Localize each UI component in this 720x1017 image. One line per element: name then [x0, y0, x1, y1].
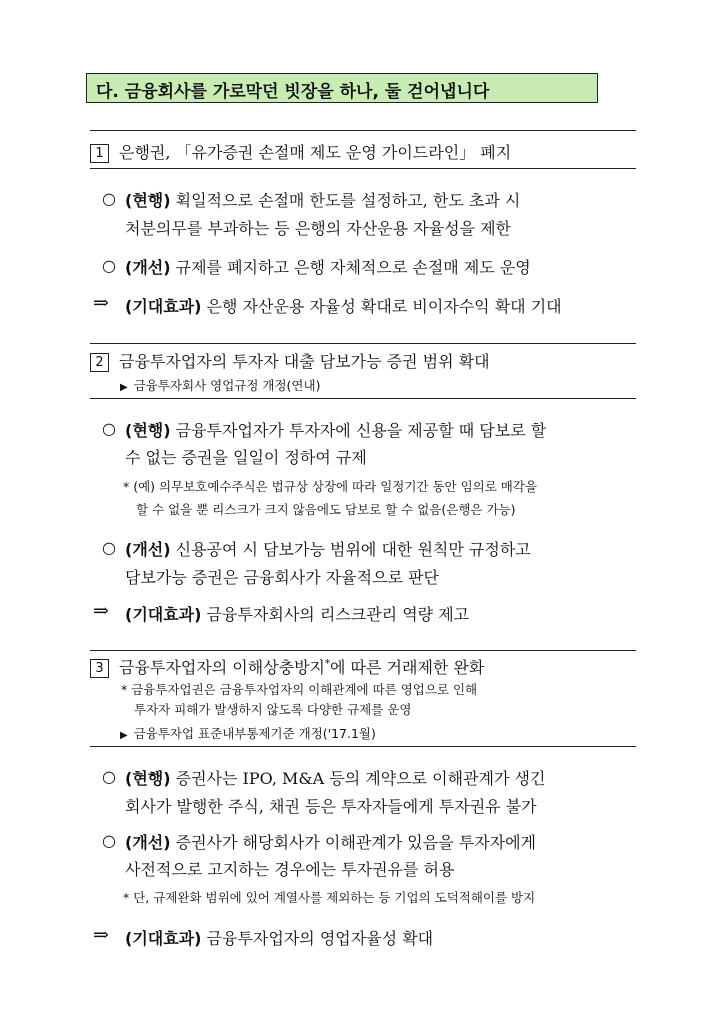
current-line: (현행) 금융투자업자가 투자자에 신용을 제공할 때 담보로 할 — [125, 421, 547, 440]
arrow-icon: ⇒ — [93, 924, 109, 946]
current-line: 회사가 발행한 주식, 채권 등은 투자자들에게 투자권유 불가 — [125, 797, 537, 816]
footnote: * 금융투자업권은 금융투자업자의 이해관계에 따른 영업으로 인해 — [121, 682, 478, 697]
improvement-line: (개선) 신용공여 시 담보가능 범위에 대한 원칙만 규정하고 — [125, 540, 531, 559]
current-line: (현행) 증권사는 IPO, M&A 등의 계약으로 이해관계가 생긴 — [125, 769, 546, 788]
divider — [90, 746, 636, 747]
current-line: 수 없는 증권을 일일이 정하여 규제 — [125, 448, 367, 467]
sub-note: ▶ 금융투자회사 영업규정 개정(연내) — [120, 378, 321, 393]
section-number-box: 2 — [90, 353, 109, 372]
section-number-box: 1 — [90, 144, 109, 163]
bullet-icon: ○ — [102, 831, 116, 850]
section-number-box: 3 — [90, 659, 109, 678]
divider — [90, 650, 636, 651]
triangle-icon: ▶ — [120, 730, 128, 741]
section-3-heading: 3 금융투자업자의 이해상충방지*에 따른 거래제한 완화 — [90, 655, 484, 678]
current-line: 처분의무를 부과하는 등 은행의 자산운용 자율성을 제한 — [125, 219, 512, 238]
improvement-line: 담보가능 증권은 금융회사가 자율적으로 판단 — [125, 568, 440, 587]
footnote: 투자자 피해가 발생하지 않도록 다양한 규제를 운영 — [134, 702, 412, 717]
effect-line: (기대효과) 은행 자산운용 자율성 확대로 비이자수익 확대 기대 — [125, 297, 562, 316]
section-2-heading — [90, 349, 490, 372]
bullet-icon: ○ — [102, 189, 116, 208]
bullet-icon: ○ — [102, 538, 116, 557]
heading-text: 금융투자업자의 투자자 대출 담보가능 증권 범위 확대 — [119, 352, 490, 371]
section-title: 다. 금융회사를 가로막던 빗장을 하나, 둘 걷어냅니다 — [96, 82, 490, 102]
improvement-line: (개선) 증권사가 해당회사가 이해관계가 있음을 투자자에게 — [125, 833, 537, 852]
arrow-icon: ⇒ — [93, 292, 109, 314]
divider — [90, 130, 636, 131]
divider — [90, 343, 636, 344]
improvement-line: 사전적으로 고지하는 경우에는 투자권유를 허용 — [125, 860, 455, 879]
sub-note: ▶ 금융투자업 표준내부통제기준 개정('17.1월) — [120, 726, 376, 741]
footnote: 할 수 없을 뿐 리스크가 크지 않음에도 담보로 할 수 없음(은행은 가능) — [136, 502, 516, 517]
triangle-icon: ▶ — [120, 382, 128, 393]
bullet-icon: ○ — [102, 767, 116, 786]
heading-text: 은행권, 「유가증권 손절매 제도 운영 가이드라인」 폐지 — [119, 143, 512, 162]
effect-line: (기대효과) 금융투자업자의 영업자율성 확대 — [125, 929, 434, 948]
bullet-icon: ○ — [102, 419, 116, 438]
arrow-icon: ⇒ — [93, 600, 109, 622]
footnote: * (예) 의무보호예수주식은 법규상 상장에 따라 일정기간 동안 임의로 매각을 — [123, 479, 538, 494]
footnote: * 단, 규제완화 범위에 있어 계열사를 제외하는 등 기업의 도덕적해이를 방지 — [123, 890, 536, 905]
current-line: (현행) 획일적으로 손절매 한도를 설정하고, 한도 초과 시 — [125, 191, 521, 210]
section-1-heading — [90, 140, 511, 163]
divider — [90, 168, 636, 169]
bullet-icon: ○ — [102, 256, 116, 275]
divider — [90, 398, 636, 399]
improvement-line: (개선) 규제를 폐지하고 은행 자체적으로 손절매 제도 운영 — [125, 258, 531, 277]
effect-line: (기대효과) 금융투자회사의 리스크관리 역량 제고 — [125, 605, 470, 624]
